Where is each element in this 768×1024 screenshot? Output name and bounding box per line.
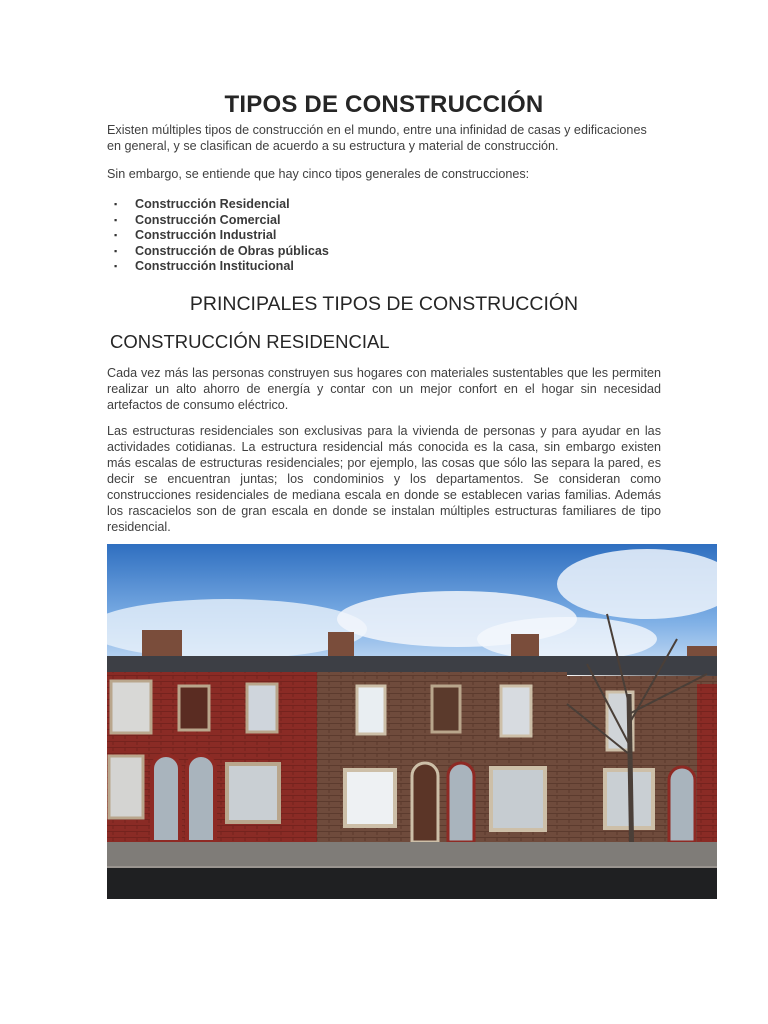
bullet-icon: ▪ <box>114 230 118 240</box>
list-item-label: Construcción Industrial <box>135 228 277 242</box>
list-item-label: Construcción Institucional <box>135 259 294 273</box>
bullet-icon: ▪ <box>114 261 118 271</box>
list-item-label: Construcción de Obras públicas <box>135 243 329 258</box>
bullet-icon: ▪ <box>114 199 118 209</box>
document-title: TIPOS DE CONSTRUCCIÓN <box>224 91 544 118</box>
terraced-houses-photo <box>107 544 717 899</box>
intro-paragraph-1: Existen múltiples tipos de construcción en el mundo, entre una infinidad de casas y edificaciones en general, y se clasifican de acuerdo a su estructura y material de construcción. <box>107 123 647 153</box>
list-item <box>107 213 661 229</box>
residential-paragraph-2: Las estructuras residenciales son exclusivas para la vivienda de personas y para ayudar en las actividades cotidianas. La estructura residencial más conocida es la casa, sin embargo existen más escalas de estructuras residenciales; por ejemplo, las cosas que sólo las separa la pared, es decir se encuentran juntas; los condominios y los departamentos. Se consideran como construcciones residenciales de mediana escala en donde se establecen varias familias. Además los rascacielos son de gran escala en donde se instalan múltiples estructuras familiares de tipo residencial. <box>107 424 661 534</box>
bullet-icon: ▪ <box>114 245 118 256</box>
list-item <box>107 197 661 213</box>
construction-types-list <box>107 197 661 275</box>
list-item-label: Construcción Comercial <box>135 212 281 227</box>
list-item <box>107 228 661 244</box>
list-item <box>107 259 661 275</box>
bullet-icon: ▪ <box>114 214 118 225</box>
residential-paragraph-1: Cada vez más las personas construyen sus hogares con materiales sustentables que les permiten realizar un alto ahorro de energía y contar con un mejor confort en el hogar sin necesidad artefactos de consumo eléctrico. <box>107 366 661 412</box>
intro-paragraph-2: Sin embargo, se entiende que hay cinco tipos generales de construcciones: <box>107 167 530 181</box>
list-item <box>107 244 661 260</box>
section-heading: PRINCIPALES TIPOS DE CONSTRUCCIÓN <box>189 293 579 315</box>
subsection-heading: CONSTRUCCIÓN RESIDENCIAL <box>110 331 390 352</box>
list-item-label: Construcción Residencial <box>135 197 290 211</box>
